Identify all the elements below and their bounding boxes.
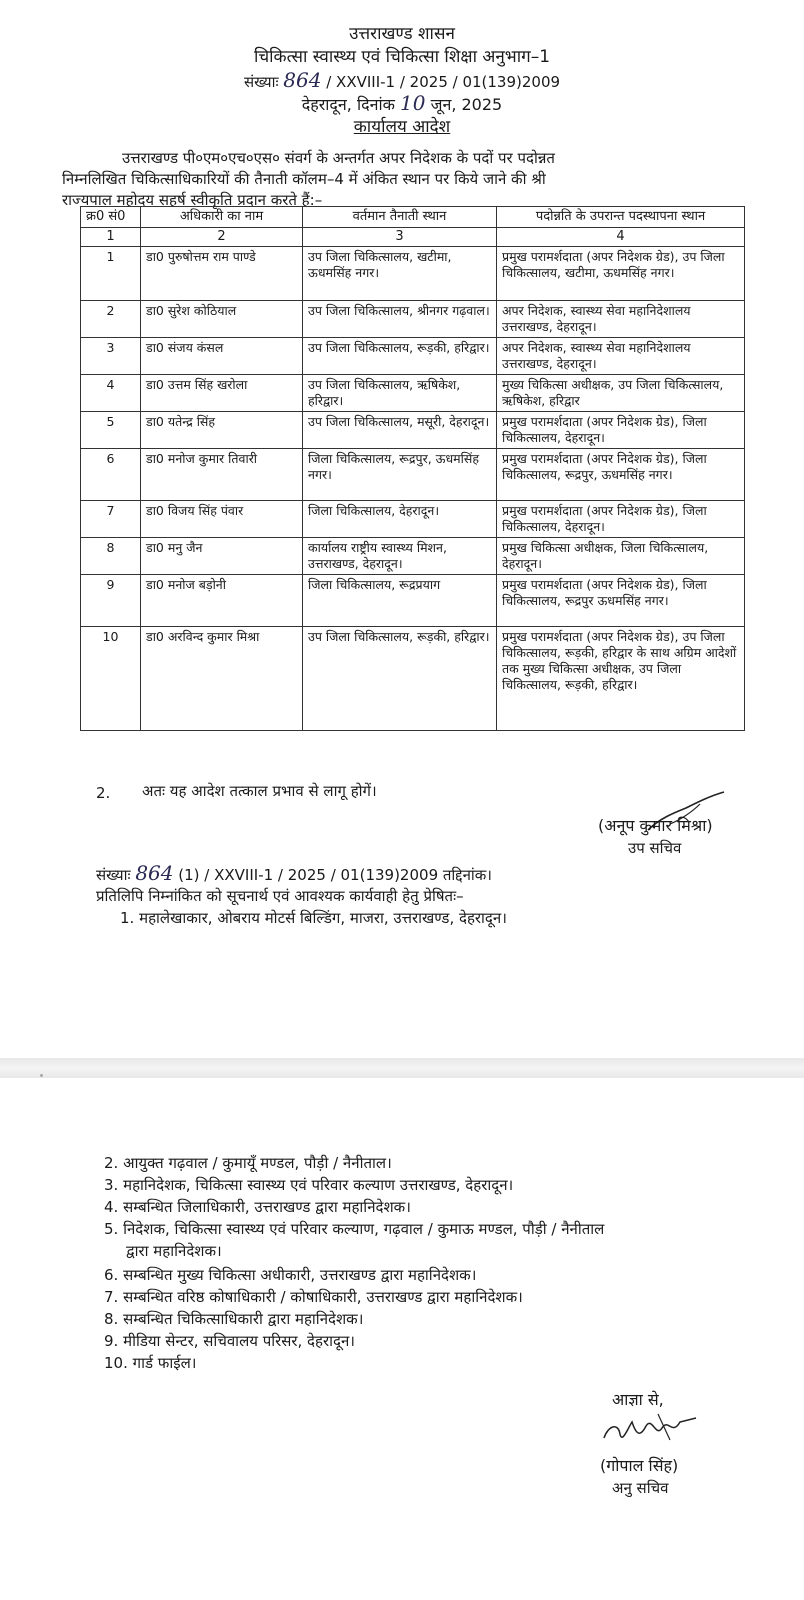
cell-current-posting: उप जिला चिकित्सालय, खटीमा, ऊधमसिंह नगर। <box>303 247 497 301</box>
cell-new-posting: प्रमुख परामर्शदाता (अपर निदेशक ग्रेड), उप जिला चिकित्सालय, खटीमा, ऊधमसिंह नगर। <box>497 247 745 301</box>
cell-serial: 3 <box>81 338 141 375</box>
distribution-text-continued: द्वारा महानिदेशक। <box>126 1242 222 1260</box>
distribution-text: सम्बन्धित मुख्य चिकित्सा अधीकारी, उत्तराखण्ड द्वारा महानिदेशक। <box>123 1266 477 1284</box>
cell-new-posting: प्रमुख परामर्शदाता (अपर निदेशक ग्रेड), उप जिला चिकित्सालय, रूड़की, हरिद्वार के साथ अग्रिम आदेशों तक मुख्य चिकित्सा अधीक्षक, उप जिला चिकित्सालय, रूड़की, हरिद्वार। <box>497 627 745 731</box>
distribution-item-8 <box>104 1308 363 1330</box>
distribution-item-7 <box>104 1286 523 1308</box>
distribution-text: सम्बन्धित चिकित्साधिकारी द्वारा महानिदेशक। <box>123 1310 364 1328</box>
header-current-posting: वर्तमान तैनाती स्थान <box>303 207 497 228</box>
distribution-text: महानिदेशक, चिकित्सा स्वास्थ्य एवं परिवार कल्याण उत्तराखण्ड, देहरादून। <box>123 1176 514 1194</box>
cell-current-posting: जिला चिकित्सालय, रूद्रपुर, ऊधमसिंह नगर। <box>303 449 497 501</box>
order-title: कार्यालय आदेश <box>353 117 451 137</box>
distribution-text: सम्बन्धित वरिष्ठ कोषाधिकारी / कोषाधिकारी, उत्तराखण्ड द्वारा महानिदेशक। <box>123 1288 523 1306</box>
intro-paragraph <box>62 148 742 211</box>
cell-serial: 8 <box>81 538 141 575</box>
column-number: 3 <box>303 228 497 247</box>
distribution-number: 1. <box>120 909 135 927</box>
cell-officer-name: डा0 यतेन्द्र सिंह <box>141 412 303 449</box>
by-order-text: आज्ञा से, <box>612 1390 664 1409</box>
handwritten-copy-number: 864 <box>135 861 174 885</box>
header-new-posting: पदोन्नति के उपरान्त पदस्थापना स्थान <box>497 207 745 228</box>
clause-2-text: अतः यह आदेश तत्काल प्रभाव से लागू होगें। <box>142 782 377 800</box>
order-number-line <box>0 70 804 92</box>
date-prefix: देहरादून, दिनांक <box>301 95 395 114</box>
distribution-item-4 <box>104 1196 411 1218</box>
copy-number-label: संख्याः <box>96 866 131 884</box>
distribution-number: 8. <box>104 1310 119 1328</box>
intro-line: उत्तराखण्ड पी०एम०एच०एस० संवर्ग के अन्तर्गत अपर निदेशक के पदों पर पदोन्नत <box>122 149 555 167</box>
cell-current-posting: उप जिला चिकित्सालय, रूड़की, हरिद्वार। <box>303 627 497 731</box>
intro-line: राज्यपाल महोदय सहर्ष स्वीकृति प्रदान करते हैं:– <box>62 191 323 209</box>
cell-current-posting: कार्यालय राष्ट्रीय स्वास्थ्य मिशन, उत्तराखण्ड, देहरादून। <box>303 538 497 575</box>
distribution-item-6 <box>104 1264 476 1286</box>
distribution-item-2 <box>104 1152 392 1174</box>
table-row <box>81 575 745 627</box>
date-line <box>0 93 804 115</box>
cell-officer-name: डा0 मनु जैन <box>141 538 303 575</box>
cell-new-posting: अपर निदेशक, स्वास्थ्य सेवा महानिदेशालय उत्तराखण्ड, देहरादून। <box>497 338 745 375</box>
number-label: संख्याः <box>243 73 279 91</box>
page-separator <box>0 1058 804 1078</box>
clause-2-number: 2. <box>96 784 111 802</box>
distribution-text: आयुक्त गढ़वाल / कुमायूँ मण्डल, पौड़ी / नैनीताल। <box>123 1154 392 1172</box>
signatory-1-name: (अनूप कुमार मिश्रा) <box>598 816 713 835</box>
table-row <box>81 449 745 501</box>
column-number: 2 <box>141 228 303 247</box>
cell-current-posting: जिला चिकित्सालय, देहरादून। <box>303 501 497 538</box>
cell-new-posting: प्रमुख परामर्शदाता (अपर निदेशक ग्रेड), जिला चिकित्सालय, देहरादून। <box>497 412 745 449</box>
sheet-page-2 <box>0 1078 804 1600</box>
distribution-number: 6. <box>104 1266 119 1284</box>
distribution-number: 3. <box>104 1176 119 1194</box>
cell-serial: 1 <box>81 247 141 301</box>
column-number: 1 <box>81 228 141 247</box>
cell-serial: 4 <box>81 375 141 412</box>
distribution-item-3 <box>104 1174 513 1196</box>
signatory-2-name: (गोपाल सिंह) <box>600 1456 679 1475</box>
table-row <box>81 301 745 338</box>
government-title: उत्तराखण्ड शासन <box>349 24 455 44</box>
cell-serial: 2 <box>81 301 141 338</box>
cell-current-posting: जिला चिकित्सालय, रूद्रप्रयाग <box>303 575 497 627</box>
cell-officer-name: डा0 उत्तम सिंह खरोला <box>141 375 303 412</box>
signature-gopal-singh <box>598 1408 708 1452</box>
intro-line: निम्नलिखित चिकित्साधिकारियों की तैनाती कॉलम–4 में अंकित स्थान पर किये जाने की श्री <box>62 170 546 188</box>
distribution-number: 2. <box>104 1154 119 1172</box>
distribution-number: 9. <box>104 1332 119 1350</box>
cell-officer-name: डा0 अरविन्द कुमार मिश्रा <box>141 627 303 731</box>
distribution-text: निदेशक, चिकित्सा स्वास्थ्य एवं परिवार कल्याण, गढ़वाल / कुमाऊ मण्डल, पौड़ी / नैनीताल <box>123 1220 605 1238</box>
column-number: 4 <box>497 228 745 247</box>
signatory-2-designation: अनु सचिव <box>612 1479 669 1497</box>
cell-current-posting: उप जिला चिकित्सालय, ऋषिकेश, हरिद्वार। <box>303 375 497 412</box>
cell-officer-name: डा0 मनोज कुमार तिवारी <box>141 449 303 501</box>
distribution-number: 5. <box>104 1220 119 1238</box>
handwritten-number: 864 <box>283 68 322 92</box>
copy-intro: प्रतिलिपि निम्नांकित को सूचनार्थ एवं आवश्यक कार्यवाही हेतु प्रेषितः– <box>96 887 464 905</box>
header-officer-name: अधिकारी का नाम <box>141 207 303 228</box>
cell-serial: 9 <box>81 575 141 627</box>
table-row <box>81 375 745 412</box>
cell-current-posting: उप जिला चिकित्सालय, श्रीनगर गढ़वाल। <box>303 301 497 338</box>
copy-reference-line <box>96 863 492 885</box>
copy-reference-text: (1) / XXVIII-1 / 2025 / 01(139)2009 तद्दिनांक। <box>178 866 492 884</box>
distribution-item-1 <box>120 908 507 928</box>
cell-serial: 5 <box>81 412 141 449</box>
cell-new-posting: अपर निदेशक, स्वास्थ्य सेवा महानिदेशालय उत्तराखण्ड, देहरादून। <box>497 301 745 338</box>
table-row <box>81 412 745 449</box>
handwritten-date-day: 10 <box>400 91 426 115</box>
cell-serial: 10 <box>81 627 141 731</box>
distribution-number: 4. <box>104 1198 119 1216</box>
cell-officer-name: डा0 पुरुषोत्तम राम पाण्डे <box>141 247 303 301</box>
distribution-text: सम्बन्धित जिलाधिकारी, उत्तराखण्ड द्वारा महानिदेशक। <box>123 1198 411 1216</box>
order-reference: / XXVIII-1 / 2025 / 01(139)2009 <box>326 73 561 91</box>
date-suffix: जून, 2025 <box>430 95 503 114</box>
table-column-number-row <box>81 228 745 247</box>
cell-new-posting: प्रमुख परामर्शदाता (अपर निदेशक ग्रेड), जिला चिकित्सालय, देहरादून। <box>497 501 745 538</box>
distribution-text: गार्ड फाईल। <box>132 1354 197 1372</box>
signatory-1-designation: उप सचिव <box>628 839 682 857</box>
distribution-number: 10. <box>104 1354 128 1372</box>
distribution-item-10 <box>104 1352 196 1374</box>
table-row <box>81 338 745 375</box>
table-row <box>81 538 745 575</box>
posting-table <box>80 206 745 731</box>
header-serial: क्र0 सं0 <box>81 207 141 228</box>
cell-current-posting: उप जिला चिकित्सालय, मसूरी, देहरादून। <box>303 412 497 449</box>
department-title: चिकित्सा स्वास्थ्य एवं चिकित्सा शिक्षा अनुभाग–1 <box>253 47 551 67</box>
cell-new-posting: प्रमुख चिकित्सा अधीक्षक, जिला चिकित्सालय, देहरादून। <box>497 538 745 575</box>
table-row <box>81 247 745 301</box>
cell-officer-name: डा0 मनोज बड़ोनी <box>141 575 303 627</box>
distribution-item-9 <box>104 1330 355 1352</box>
distribution-item-5 <box>104 1218 604 1262</box>
scan-speck <box>40 1074 43 1077</box>
cell-officer-name: डा0 संजय कंसल <box>141 338 303 375</box>
table-row <box>81 501 745 538</box>
cell-current-posting: उप जिला चिकित्सालय, रूड़की, हरिद्वार। <box>303 338 497 375</box>
cell-officer-name: डा0 सुरेश कोठियाल <box>141 301 303 338</box>
cell-new-posting: प्रमुख परामर्शदाता (अपर निदेशक ग्रेड), जिला चिकित्सालय, रूद्रपुर ऊधमसिंह नगर। <box>497 575 745 627</box>
cell-officer-name: डा0 विजय सिंह पंवार <box>141 501 303 538</box>
distribution-number: 7. <box>104 1288 119 1306</box>
cell-new-posting: मुख्य चिकित्सा अधीक्षक, उप जिला चिकित्सालय, ऋषिकेश, हरिद्वार <box>497 375 745 412</box>
table-header-row <box>81 207 745 228</box>
cell-new-posting: प्रमुख परामर्शदाता (अपर निदेशक ग्रेड), जिला चिकित्सालय, रूद्रपुर, ऊधमसिंह नगर। <box>497 449 745 501</box>
table-row <box>81 627 745 731</box>
distribution-text: महालेखाकार, ओबराय मोटर्स बिल्डिंग, माजरा, उत्तराखण्ड, देहरादून। <box>139 909 507 927</box>
cell-serial: 7 <box>81 501 141 538</box>
distribution-text: मीडिया सेन्टर, सचिवालय परिसर, देहरादून। <box>123 1332 355 1350</box>
cell-serial: 6 <box>81 449 141 501</box>
